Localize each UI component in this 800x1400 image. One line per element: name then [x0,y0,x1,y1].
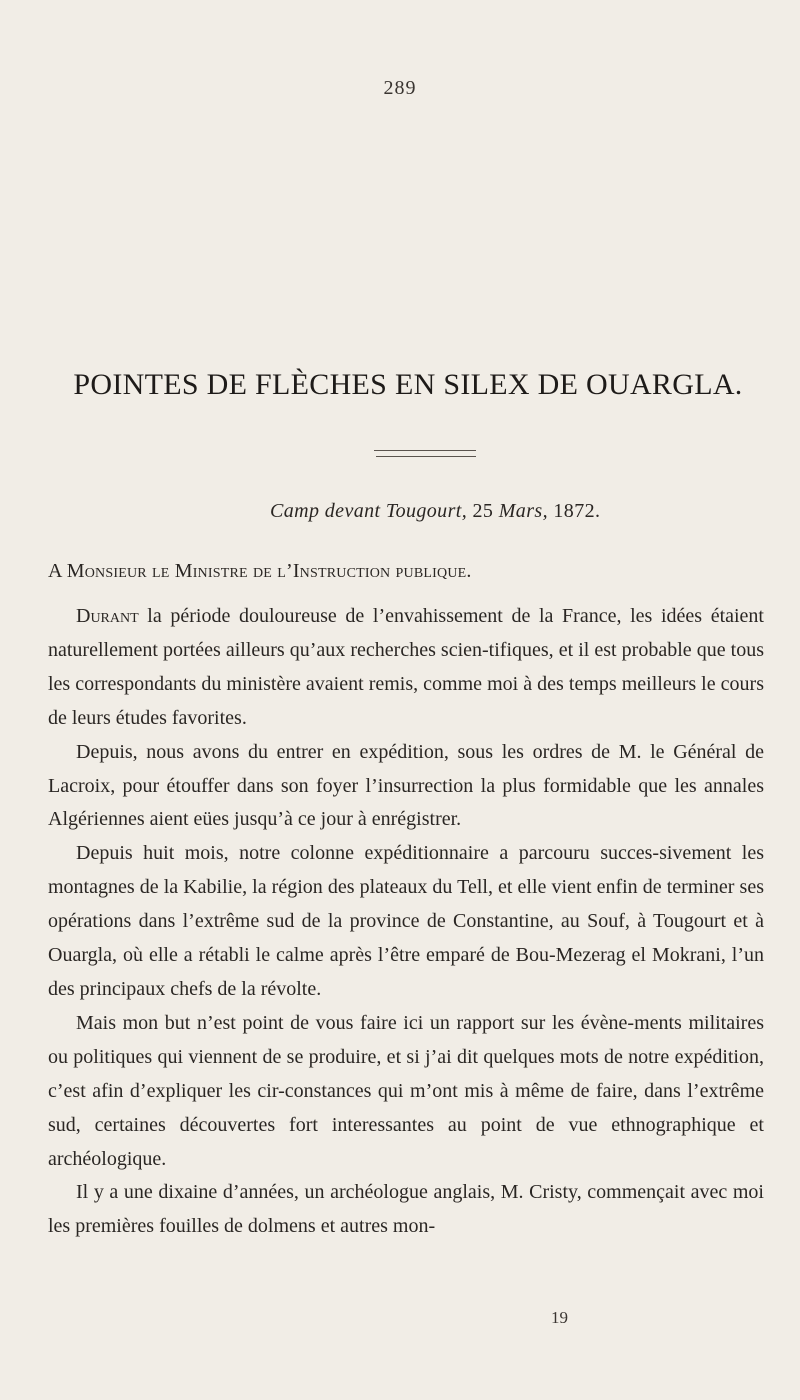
paragraph-2: Depuis, nous avons du entrer en expédition, sous les ordres de M. le Général de Lacroix, pour étouffer dans son foyer l’insurrection la plus formidable que les annales Algériennes aient eües jusqu’à ce jour à enrégistrer. [48,740,764,831]
address-prefix: A [48,560,67,582]
paragraph-lead: Durant [76,605,139,627]
dateline-place: Camp devant Tougourt, [270,500,468,522]
paragraph-5: Il y a une dixaine d’années, un archéologue anglais, M. Cristy, commençait avec moi les premières fouilles de dolmens et autres mon- [48,1181,764,1238]
dateline [270,500,710,523]
dateline-year: 1872. [553,500,601,522]
dateline-day: 25 [472,500,494,522]
article-title: POINTES DE FLÈCHES EN SILEX DE OUARGLA. [73,368,743,401]
paragraph-1 [48,600,764,736]
title-rule-bottom [376,456,476,457]
paragraph-3: Depuis huit mois, notre colonne expéditionnaire a parcouru succes-sivement les montagnes de la Kabilie, la région des plateaux du Tell, et elle vient enfin de terminer ses opérations dans l’extrême sud de la province de Constantine, au Souf, à Tougourt et à Ouargla, où elle a rétabli le calme après l’être emparé de Bou-Mezerag el Mokrani, l’un des principaux chefs de la révolte. [48,842,764,1000]
title-rule-top [374,450,476,451]
dateline-month: Mars, [498,500,548,522]
letter-address [48,560,768,583]
page-number: 289 [383,77,417,99]
address-text: Monsieur le Ministre de l’Instruction publique. [66,560,472,582]
body-text [48,600,764,1244]
signature-mark: 19 [551,1308,568,1327]
paragraph-4: Mais mon but n’est point de vous faire ici un rapport sur les évène-ments militaires ou politiques qui viennent de se produire, et si j’ai dit quelques mots de notre expédition, c’est afin d’expliquer les cir-constances qui m’ont mis à même de faire, dans l’extrême sud, certaines découvertes fort interessantes au point de vue ethnographique et archéologique. [48,1011,764,1170]
paragraph-text: la période douloureuse de l’envahissement de la France, les idées étaient naturellement portées ailleurs qu’aux recherches scien-tifiques, et il est probable que tous les correspondants du ministère avaient remis, comme moi à des temps meilleurs le cours de leurs études favorites. [48,605,764,729]
